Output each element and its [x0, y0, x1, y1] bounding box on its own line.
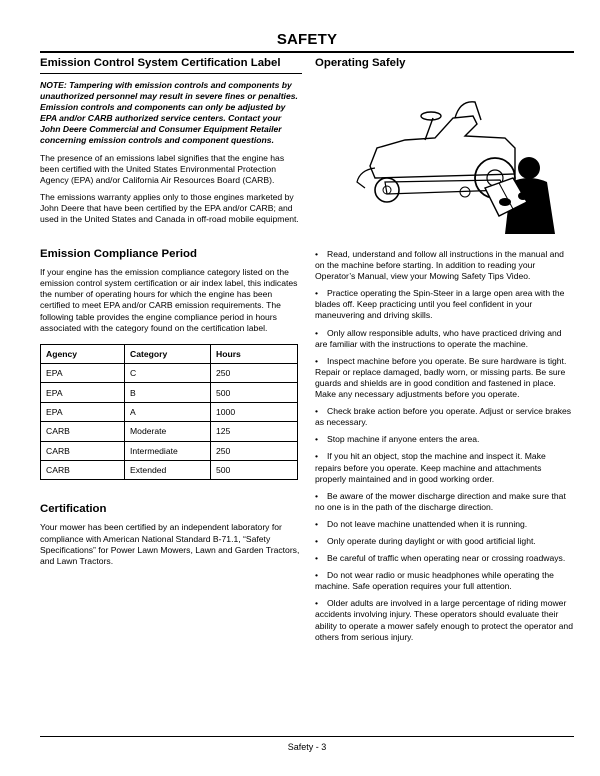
bullet-icon: •: [315, 598, 319, 609]
compliance-heading: Emission Compliance Period: [40, 248, 197, 261]
bullet-icon: •: [315, 249, 319, 259]
list-item: • Read, understand and follow all instructions in the manual and on the machine before starting. In addition to reading your Operator’s Manual, view your Mowing Safety Tips Video.: [315, 249, 564, 282]
cell-hours: 500: [211, 383, 298, 402]
certification-heading: Certification: [40, 503, 107, 516]
operating-safely-heading: Operating Safely: [315, 57, 406, 69]
heading-rule: [40, 73, 302, 74]
cell-category: Moderate: [125, 422, 211, 441]
cell-hours: 500: [211, 461, 298, 480]
list-item: • Inspect machine before you operate. Be sure hardware is tight. Repair or replace damaged, badly worn, or missing parts. Be sure guards and shields are in good condition and fastened in place. Make any necessary adjustments before you operate.: [315, 355, 567, 400]
cell-agency: CARB: [41, 461, 125, 480]
header-hours: Hours: [211, 344, 298, 363]
list-item: • Stop machine if anyone enters the area.: [315, 434, 480, 445]
cell-agency: EPA: [41, 402, 125, 421]
list-item: • Only allow responsible adults, who have practiced driving and are familiar with the instructions to operate the machine.: [315, 327, 562, 349]
bullet-icon: •: [315, 570, 319, 581]
list-item: • Be careful of traffic when operating near or crossing roadways.: [315, 553, 566, 564]
list-item: • Older adults are involved in a large percentage of riding mower accidents involving injury. These operators should evaluate their ability to operate a mower safely enough to protect the operator and others from serious injury.: [315, 598, 573, 642]
table-row: [41, 422, 298, 441]
page-title: SAFETY: [276, 31, 338, 48]
cell-category: Intermediate: [125, 441, 211, 460]
cell-hours: 125: [211, 422, 298, 441]
cell-hours: 250: [211, 364, 298, 383]
list-item: • If you hit an object, stop the machine and inspect it. Make repairs before you operate. Keep machine and attachments properly maintained and in good working order.: [315, 451, 546, 484]
table-row: [41, 364, 298, 383]
emissions-warranty-paragraph: The emissions warranty applies only to those engines marketed by John Deere that have been certified by the EPA and/or CARB; and used in the United States and Canada in off-road mobile equipment.: [40, 191, 299, 225]
cell-agency: CARB: [41, 441, 125, 460]
emission-label-section: [40, 56, 302, 225]
header-agency: Agency: [41, 344, 125, 363]
cell-agency: CARB: [41, 422, 125, 441]
cell-category: C: [125, 364, 211, 383]
list-item: • Check brake action before you operate. Adjust or service brakes as necessary.: [315, 406, 572, 428]
table-row: [41, 441, 298, 460]
bullet-icon: •: [315, 451, 319, 462]
certification-section: [40, 502, 302, 566]
bullet-icon: •: [315, 288, 319, 299]
title-rule: [40, 51, 574, 53]
operator-reading-manual-illustration: [315, 78, 574, 234]
cell-agency: EPA: [41, 364, 125, 383]
list-item: • Only operate during daylight or with good artificial light.: [315, 535, 536, 546]
left-column: [40, 56, 302, 567]
bullet-icon: •: [315, 535, 319, 546]
cell-hours: 250: [211, 441, 298, 460]
compliance-paragraph: If your engine has the emission compliance category listed on the emission control system certification or air index label, this indicates the number of operating hours for which the engine has been certified to meet EPA and/or CARB emission requirements. The following table provides the engine compliance period in hours associated with the category found on the certification label.: [40, 267, 298, 333]
table-header-row: [41, 344, 298, 363]
right-column: [315, 56, 574, 643]
cell-agency: EPA: [41, 383, 125, 402]
table-row: [41, 402, 298, 421]
bullet-icon: •: [315, 327, 319, 338]
header-category: Category: [125, 344, 211, 363]
bullet-icon: •: [315, 434, 319, 445]
bullet-icon: •: [315, 355, 319, 366]
certification-paragraph: Your mower has been certified by an independent laboratory for compliance with American National Standard B-71.1, “Safety Specifications” for Power Lawn Mowers, Lawn and Garden Tractors, and Lawn Tractors.: [40, 522, 300, 566]
cell-category: Extended: [125, 461, 211, 480]
footer-rule: [40, 736, 574, 737]
emission-label-heading: Emission Control System Certification Label: [40, 57, 281, 69]
list-item: • Be aware of the mower discharge direction and make sure that no one is in the path of the discharge direction.: [315, 490, 566, 512]
table-row: [41, 461, 298, 480]
list-item: • Do not leave machine unattended when it is running.: [315, 518, 528, 529]
bullet-icon: •: [315, 553, 319, 564]
emissions-label-paragraph: The presence of an emissions label signifies that the engine has been certified with the United States Environmental Protection Agency (EPA) and/or California Air Resources Board (CARB).: [40, 152, 285, 185]
cell-category: B: [125, 383, 211, 402]
bullet-icon: •: [315, 518, 319, 529]
page-footer: Safety - 3: [287, 742, 327, 752]
list-item: • Do not wear radio or music headphones while operating the machine. Safe operation requires your full attention.: [315, 570, 554, 592]
compliance-section: [40, 247, 302, 480]
safety-bullet-list: [315, 249, 574, 643]
compliance-table: [40, 344, 298, 481]
list-item: • Practice operating the Spin-Steer in a large open area with the blades off. Keep practicing until you feel confident in your maneuvering and driving skills.: [315, 288, 565, 321]
table-row: [41, 383, 298, 402]
bullet-icon: •: [315, 490, 319, 501]
cell-category: A: [125, 402, 211, 421]
tampering-note: NOTE: Tampering with emission controls and components by unauthorized personnel may result in severe fines or penalties. Emission controls and components can only be adjusted by EPA and/or CARB authorized service centers. Contact your John Deere Commercial and Consumer Equipment Retailer concerning emission controls and component questions.: [40, 80, 298, 146]
cell-hours: 1000: [211, 402, 298, 421]
bullet-icon: •: [315, 406, 319, 417]
